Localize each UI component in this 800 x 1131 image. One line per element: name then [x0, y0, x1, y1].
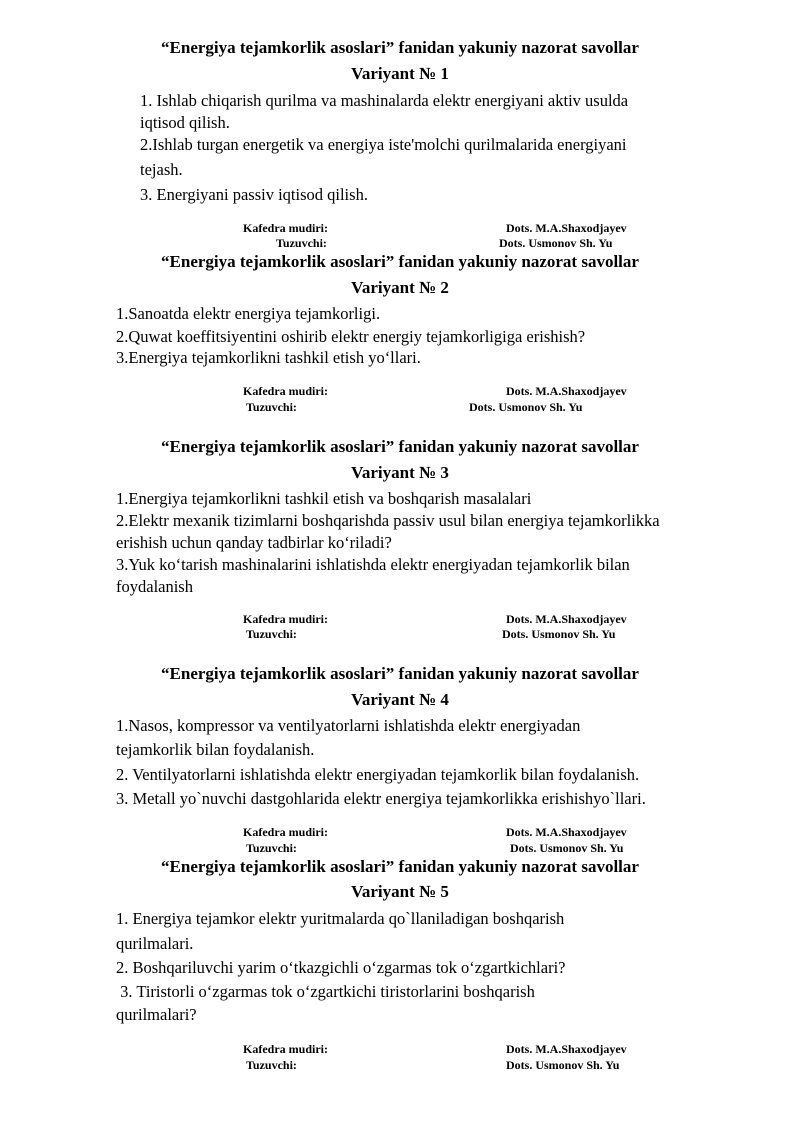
author-name: Dots. Usmonov Sh. Yu — [502, 627, 616, 641]
variant-2-label: Variyant № 2 — [351, 278, 449, 297]
question-line: qurilmalari. — [116, 934, 194, 953]
question-line: 3. Metall yo`nuvchi dastgohlarida elektr energiya tejamkorlikka erishishyo`llari. — [116, 789, 646, 808]
question-line: 1.Energiya tejamkorlikni tashkil etish va boshqarish masalalari — [116, 489, 532, 508]
head-name: Dots. M.A.Shaxodjayev — [506, 384, 627, 398]
question-line: 1. Ishlab chiqarish qurilma va mashinalarda elektr energiyani aktiv usulda — [140, 91, 629, 110]
author-label: Tuzuvchi: — [246, 627, 297, 641]
question-line: 1.Sanoatda elektr energiya tejamkorligi. — [116, 304, 381, 323]
question-line: tejamkorlik bilan foydalanish. — [116, 740, 315, 759]
author-label: Tuzuvchi: — [246, 1058, 297, 1072]
variant-4-title: “Energiya tejamkorlik asoslari” fanidan yakuniy nazorat savollar — [161, 664, 639, 683]
author-name: Dots. Usmonov Sh. Yu — [469, 400, 583, 414]
variant-1-label: Variyant № 1 — [351, 64, 449, 83]
author-label: Tuzuvchi: — [246, 400, 297, 414]
question-line: 2. Boshqariluvchi yarim o‘tkazgichli o‘zgarmas tok o‘zgartkichlari? — [116, 958, 566, 977]
question-line: 1.Nasos, kompressor va ventilyatorlarni ishlatishda elektr energiyadan — [116, 716, 581, 735]
question-line: 3. Tiristorli o‘zgarmas tok o‘zgartkichi tiristorlarini boshqarish — [116, 982, 535, 1001]
variant-2-title: “Energiya tejamkorlik asoslari” fanidan yakuniy nazorat savollar — [161, 252, 639, 271]
question-line: 1. Energiya tejamkor elektr yuritmalarda qo`llaniladigan boshqarish — [116, 909, 565, 928]
variant-3-title: “Energiya tejamkorlik asoslari” fanidan yakuniy nazorat savollar — [161, 437, 639, 456]
question-line: 2.Quwat koeffitsiyentini oshirib elektr energiy tejamkorligiga erishish? — [116, 327, 586, 346]
head-label: Kafedra mudiri: — [243, 221, 328, 235]
head-name: Dots. M.A.Shaxodjayev — [506, 612, 627, 626]
variant-1-title: “Energiya tejamkorlik asoslari” fanidan yakuniy nazorat savollar — [161, 38, 639, 57]
head-name: Dots. M.A.Shaxodjayev — [506, 825, 627, 839]
question-line: 3. Energiyani passiv iqtisod qilish. — [140, 185, 368, 204]
question-line: 2.Elektr mexanik tizimlarni boshqarishda passiv usul bilan energiya tejamkorlikka — [116, 511, 660, 530]
head-name: Dots. M.A.Shaxodjayev — [506, 221, 627, 235]
head-label: Kafedra mudiri: — [243, 384, 328, 398]
question-line: qurilmalari? — [116, 1005, 197, 1024]
author-label: Tuzuvchi: — [276, 236, 327, 250]
author-name: Dots. Usmonov Sh. Yu — [499, 236, 613, 250]
question-line: 2.Ishlab turgan energetik va energiya iste'molchi qurilmalarida energiyani — [140, 135, 627, 154]
variant-4-label: Variyant № 4 — [351, 690, 449, 709]
head-label: Kafedra mudiri: — [243, 1042, 328, 1056]
head-name: Dots. M.A.Shaxodjayev — [506, 1042, 627, 1056]
question-line: iqtisod qilish. — [140, 113, 230, 132]
question-line: 2. Ventilyatorlarni ishlatishda elektr energiyadan tejamkorlik bilan foydalanish. — [116, 765, 640, 784]
question-line: erishish uchun qanday tadbirlar ko‘riladi? — [116, 533, 392, 552]
question-line: 3.Yuk ko‘tarish mashinalarini ishlatishda elektr energiyadan tejamkorlik bilan — [116, 555, 630, 574]
question-line: foydalanish — [116, 577, 193, 596]
author-name: Dots. Usmonov Sh. Yu — [510, 841, 624, 855]
author-name: Dots. Usmonov Sh. Yu — [506, 1058, 620, 1072]
question-line: 3.Energiya tejamkorlikni tashkil etish yo‘llari. — [116, 348, 421, 367]
head-label: Kafedra mudiri: — [243, 825, 328, 839]
variant-5-title: “Energiya tejamkorlik asoslari” fanidan yakuniy nazorat savollar — [161, 857, 639, 876]
variant-3-label: Variyant № 3 — [351, 463, 449, 482]
author-label: Tuzuvchi: — [246, 841, 297, 855]
variant-5-label: Variyant № 5 — [351, 882, 449, 901]
question-line: tejash. — [140, 160, 183, 179]
head-label: Kafedra mudiri: — [243, 612, 328, 626]
